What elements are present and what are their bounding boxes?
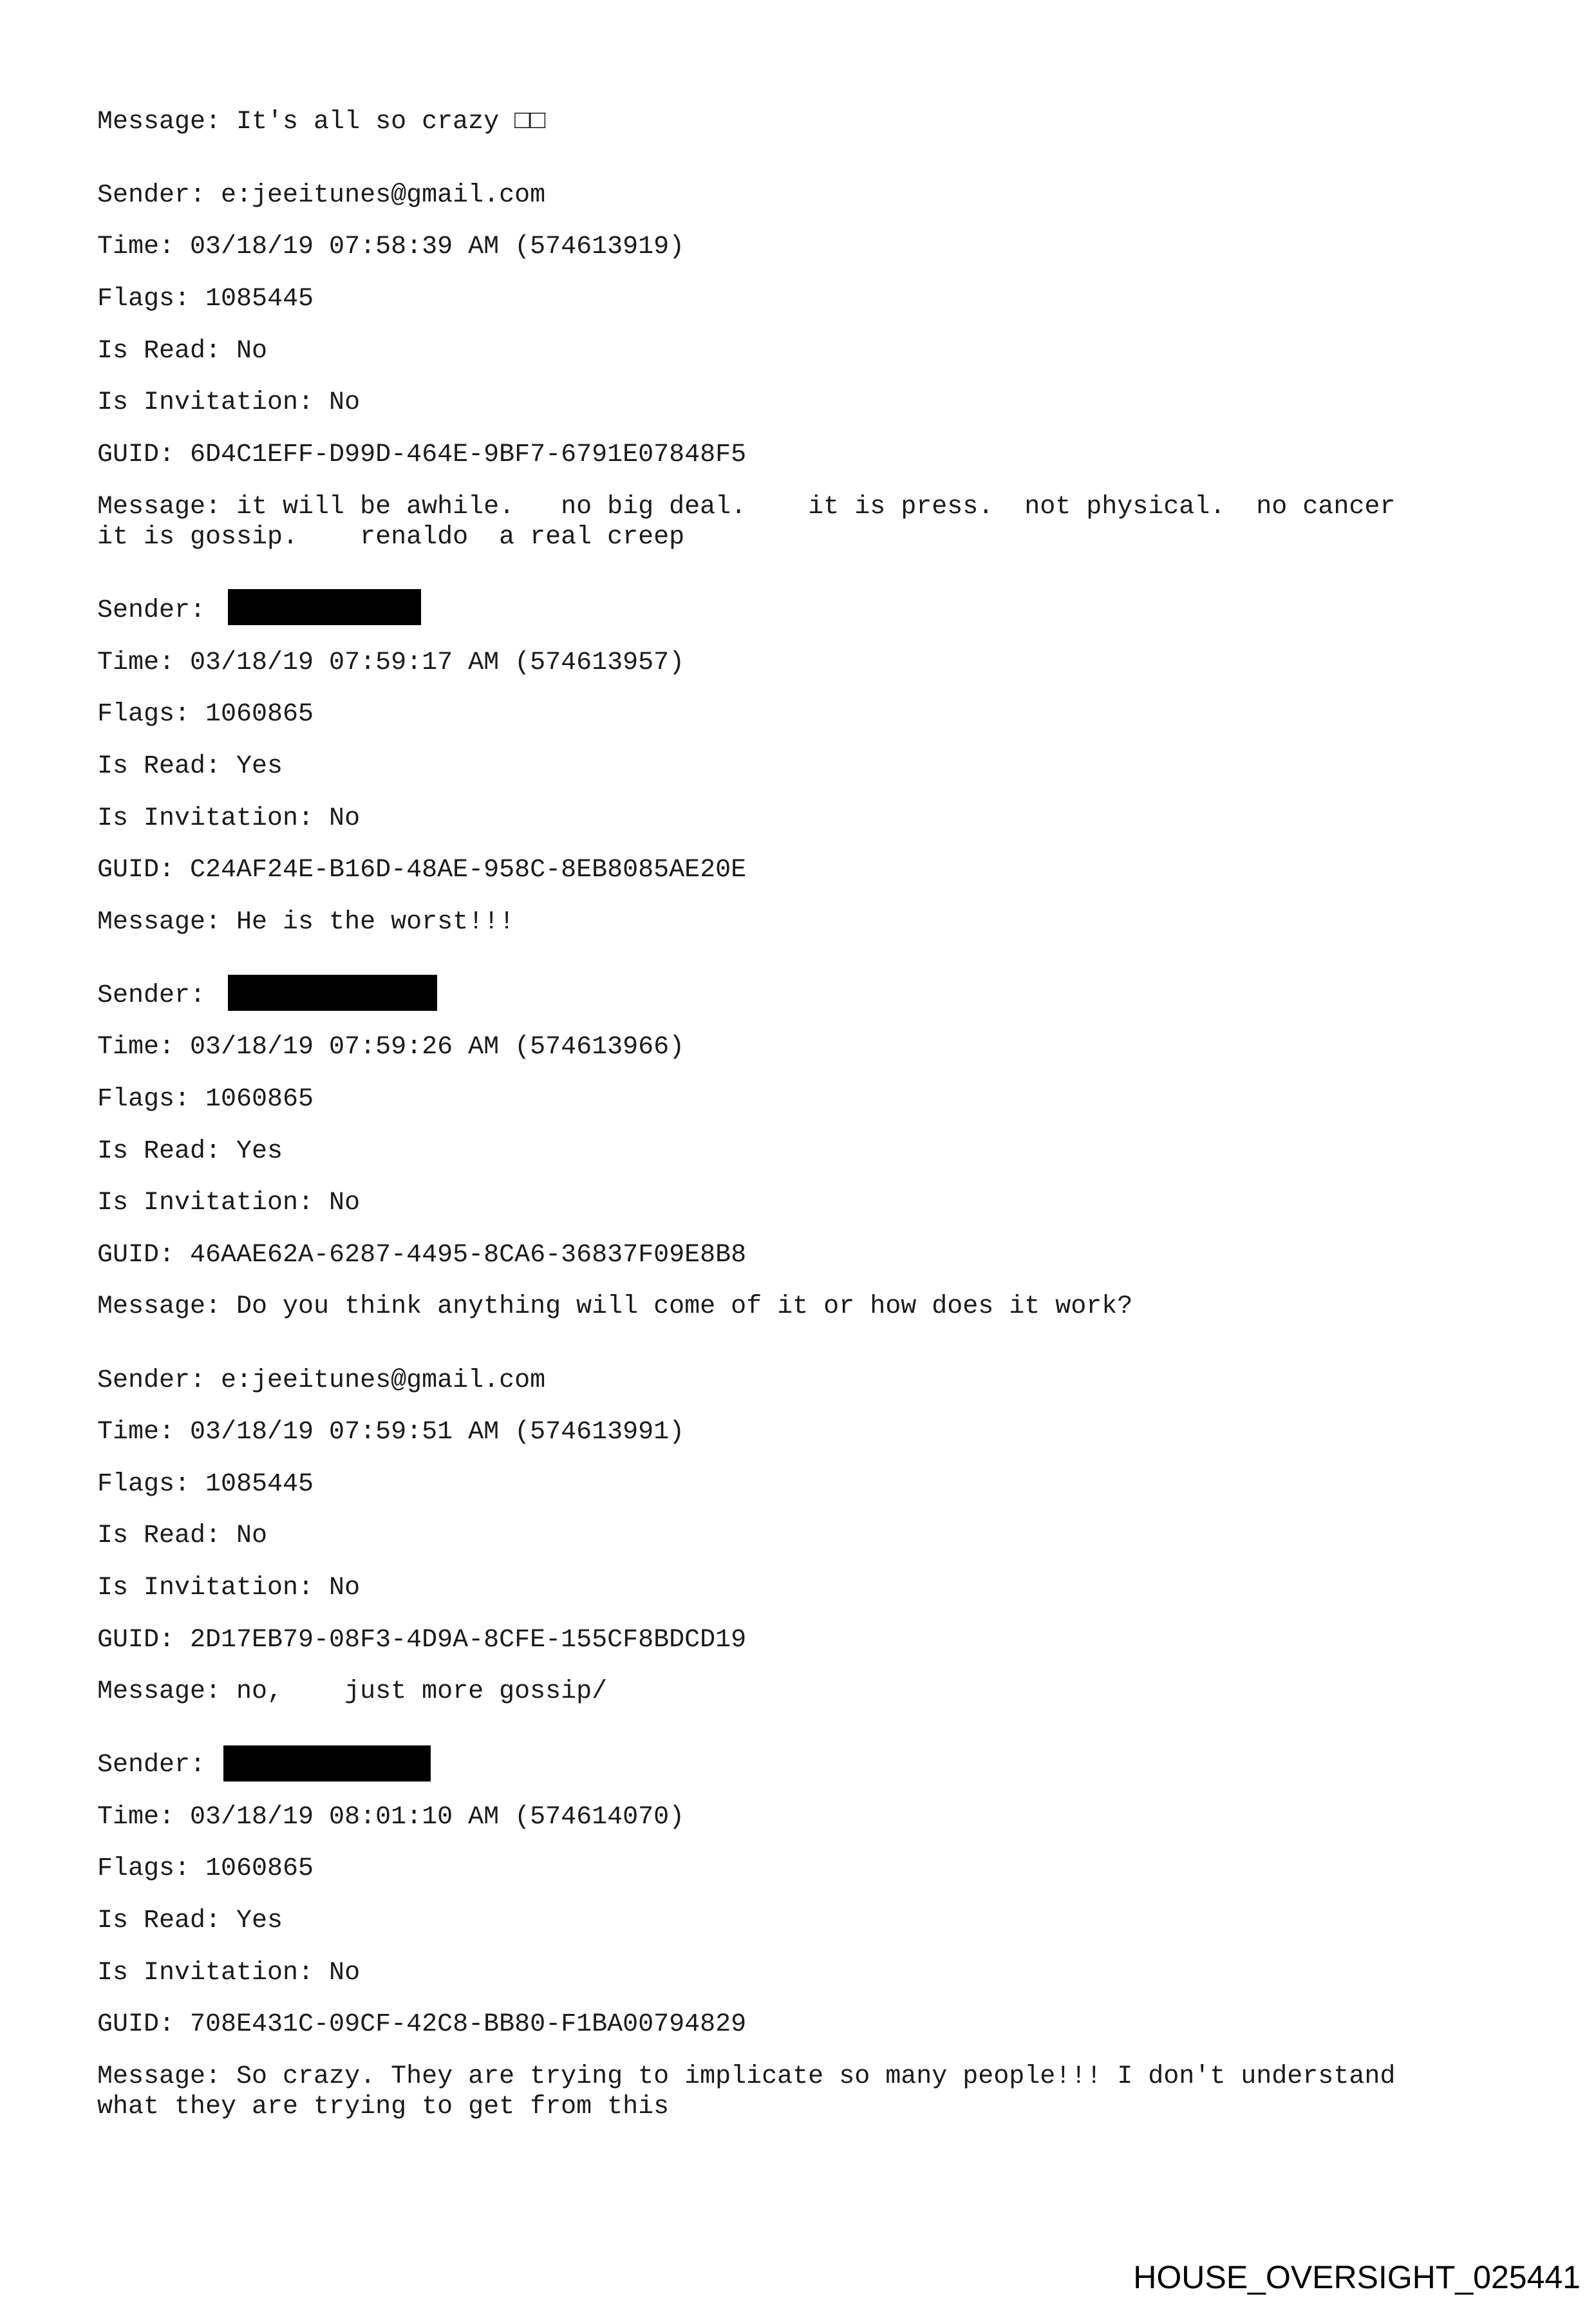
time-line: Time: 03/18/19 07:58:39 AM (574613919): [97, 232, 685, 261]
is-read-line: Is Read: No: [97, 337, 268, 366]
is-invitation-line: Is Invitation: No: [97, 1959, 361, 1988]
is-invitation-line: Is Invitation: No: [97, 1189, 361, 1217]
sender-label: Sender:: [97, 981, 206, 1010]
is-read-line: Is Read: Yes: [97, 1906, 283, 1935]
guid-line: GUID: 46AAE62A-6287-4495-8CA6-36837F09E8B8: [97, 1241, 747, 1270]
guid-line: GUID: 6D4C1EFF-D99D-464E-9BF7-6791E07848F5: [97, 440, 747, 469]
flags-line: Flags: 1060865: [97, 1854, 314, 1883]
message-text-continued: it is gossip. renaldo a real creep: [97, 523, 685, 552]
redaction-box: [223, 1745, 431, 1781]
sender-line: Sender: e:jeeitunes@gmail.com: [97, 1366, 546, 1395]
is-read-line: Is Read: Yes: [97, 1137, 283, 1166]
flags-line: Flags: 1085445: [97, 285, 314, 314]
is-read-line: Is Read: No: [97, 1521, 268, 1550]
sender-label: Sender:: [97, 1751, 206, 1780]
is-read-line: Is Read: Yes: [97, 752, 283, 781]
time-line: Time: 03/18/19 08:01:10 AM (574614070): [97, 1803, 685, 1832]
flags-line: Flags: 1060865: [97, 1085, 314, 1114]
guid-line: GUID: 708E431C-09CF-42C8-BB80-F1BA00794829: [97, 2010, 747, 2039]
sender-line: Sender: e:jeeitunes@gmail.com: [97, 181, 546, 210]
bates-number: HOUSE_OVERSIGHT_025441: [1133, 2259, 1581, 2295]
message-text: Message: He is the worst!!!: [97, 908, 515, 937]
guid-line: GUID: C24AF24E-B16D-48AE-958C-8EB8085AE20E: [97, 856, 747, 885]
time-line: Time: 03/18/19 07:59:51 AM (574613991): [97, 1418, 685, 1447]
message-text: Message: no, just more gossip/: [97, 1677, 608, 1706]
is-invitation-line: Is Invitation: No: [97, 1574, 361, 1603]
guid-line: GUID: 2D17EB79-08F3-4D9A-8CFE-155CF8BDCD19: [97, 1626, 747, 1655]
redaction-box: [228, 589, 421, 625]
message-text-continued: what they are trying to get from this: [97, 2092, 670, 2121]
message-text: Message: It's all so crazy □□: [97, 108, 546, 136]
message-text: Message: it will be awhile. no big deal. it is press. not physical. no cancer: [97, 493, 1396, 522]
time-line: Time: 03/18/19 07:59:26 AM (574613966): [97, 1033, 685, 1062]
flags-line: Flags: 1085445: [97, 1470, 314, 1499]
redaction-box: [228, 975, 437, 1011]
is-invitation-line: Is Invitation: No: [97, 388, 361, 417]
is-invitation-line: Is Invitation: No: [97, 804, 361, 833]
message-text: Message: So crazy. They are trying to implicate so many people!!! I don't understand: [97, 2062, 1396, 2091]
sender-label: Sender:: [97, 596, 206, 625]
message-text: Message: Do you think anything will come of it or how does it work?: [97, 1292, 1133, 1321]
flags-line: Flags: 1060865: [97, 700, 314, 729]
time-line: Time: 03/18/19 07:59:17 AM (574613957): [97, 648, 685, 677]
